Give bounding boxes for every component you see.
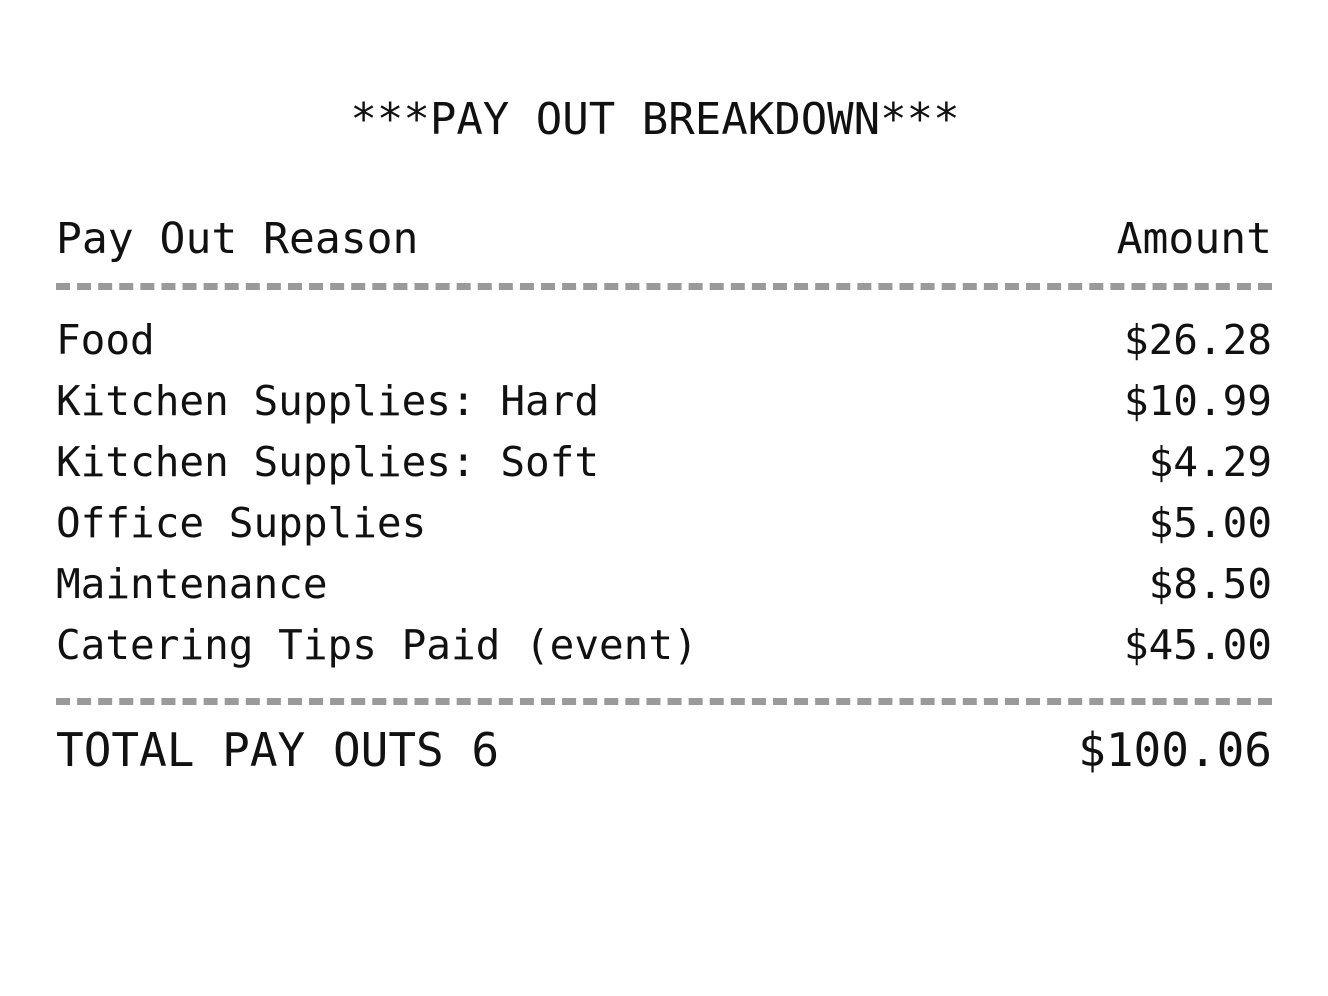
total-amount: $100.06: [1078, 723, 1272, 778]
item-amount: $5.00: [1148, 499, 1272, 548]
page-title: ***PAY OUT BREAKDOWN***: [350, 94, 960, 145]
divider-bottom: [56, 698, 1272, 705]
divider-top: [56, 283, 1272, 290]
table-header-row: [56, 214, 1272, 265]
table-row: [56, 432, 1272, 493]
table-row: [56, 493, 1272, 554]
column-header-reason: Pay Out Reason: [56, 214, 419, 265]
item-reason: Catering Tips Paid (event): [56, 621, 698, 670]
item-amount: $26.28: [1123, 316, 1272, 365]
table-row: [56, 554, 1272, 615]
item-reason: Food: [56, 316, 155, 365]
column-header-amount: Amount: [1116, 214, 1272, 265]
table-row: [56, 371, 1272, 432]
table-row: [56, 615, 1272, 676]
item-reason: Kitchen Supplies: Hard: [56, 377, 600, 426]
total-row: [56, 725, 1272, 776]
item-reason: Kitchen Supplies: Soft: [56, 438, 600, 487]
payout-items-list: [56, 310, 1272, 676]
item-reason: Office Supplies: [56, 499, 427, 548]
item-amount: $45.00: [1123, 621, 1272, 670]
item-reason: Maintenance: [56, 560, 328, 609]
title-spacer: [56, 144, 1272, 218]
table-row: [56, 310, 1272, 371]
item-amount: $10.99: [1123, 377, 1272, 426]
total-label: TOTAL PAY OUTS 6: [56, 723, 500, 778]
item-amount: $8.50: [1148, 560, 1272, 609]
item-amount: $4.29: [1148, 438, 1272, 487]
